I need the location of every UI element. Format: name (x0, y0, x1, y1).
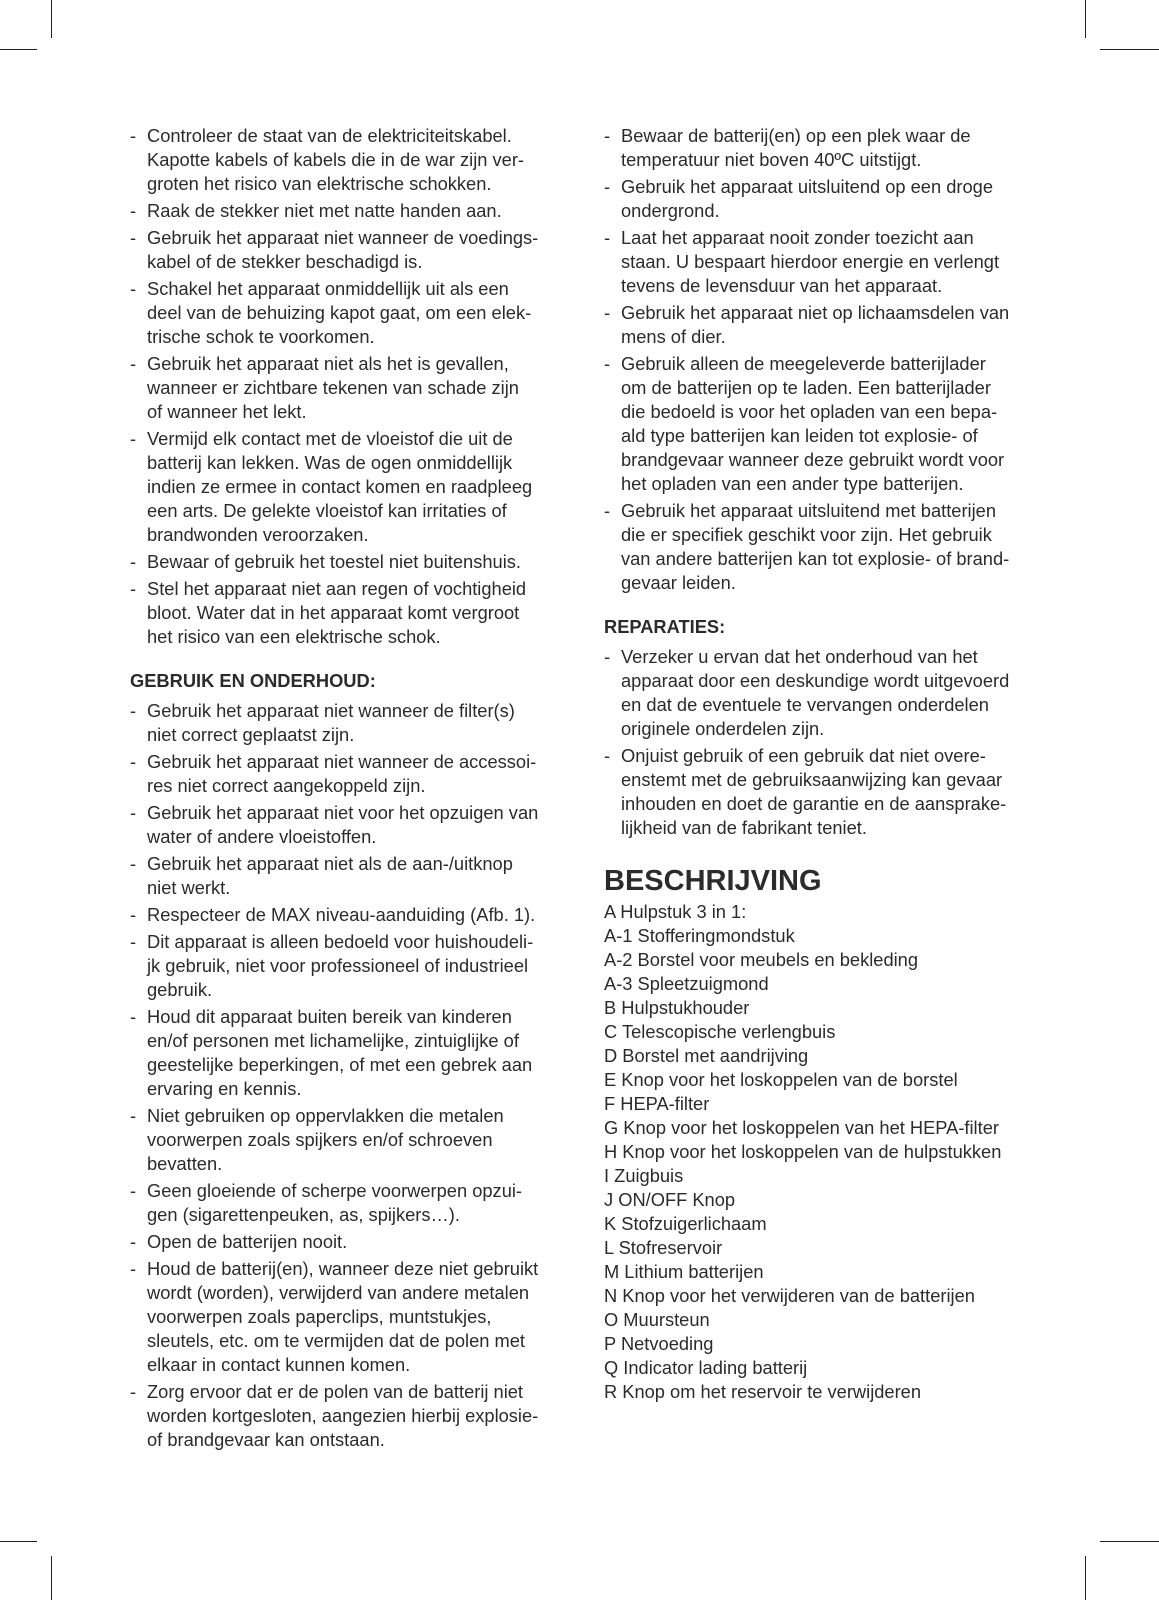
bullet-dash: - (130, 1381, 137, 1402)
list-item-line: brandwonden veroorzaken. (147, 524, 369, 545)
list-item-line: ald type batterijen kan leiden tot explosie- of (621, 425, 978, 446)
bullet-dash: - (130, 700, 137, 721)
part-label: I Zuigbuis (604, 1165, 684, 1186)
list-item-line: water of andere vloeistoffen. (147, 826, 377, 847)
crop-mark (51, 0, 52, 38)
list-item (130, 1104, 580, 1176)
list-item-line: niet correct geplaatst zijn. (147, 724, 355, 745)
list-item-line: apparaat door een deskundige wordt uitgevoerd (621, 670, 1010, 691)
bullet-dash: - (130, 125, 137, 146)
part-label: A-1 Stofferingmondstuk (604, 925, 795, 946)
list-item-line: Gebruik het apparaat niet wanneer de filter(s) (147, 700, 515, 721)
list-item-line: Dit apparaat is alleen bedoeld voor huishoudeli- (147, 931, 534, 952)
parts-description-list (604, 900, 1064, 1404)
crop-mark (0, 49, 37, 50)
list-item-line: Gebruik het apparaat niet wanneer de accessoi- (147, 751, 537, 772)
list-item-line: Gebruik het apparaat niet als de aan-/uitknop (147, 853, 513, 874)
bullet-dash: - (130, 904, 137, 925)
bullet-dash: - (130, 353, 137, 374)
list-item-line: Verzeker u ervan dat het onderhoud van het (621, 646, 978, 667)
list-item-line: die bedoeld is voor het opladen van een bepa- (621, 401, 998, 422)
list-item-line: deel van de behuizing kapot gaat, om een elek- (147, 302, 532, 323)
list-item-line: geestelijke beperkingen, of met een gebrek aan (147, 1054, 533, 1075)
bullet-dash: - (130, 1231, 137, 1252)
part-label: J ON/OFF Knop (604, 1189, 736, 1210)
part-label: O Muursteun (604, 1309, 710, 1330)
bullet-dash: - (130, 227, 137, 248)
list-item (130, 226, 580, 274)
list-item-line: een arts. De gelekte vloeistof kan irritaties of (147, 500, 507, 521)
part-label: P Netvoeding (604, 1333, 714, 1354)
list-item (604, 645, 1064, 741)
list-item-line: temperatuur niet boven 40ºC uitstijgt. (621, 149, 922, 170)
list-item (130, 277, 580, 349)
list-item-line: sleutels, etc. om te vermijden dat de polen met (147, 1330, 526, 1351)
list-item-line: Gebruik het apparaat niet op lichaamsdelen van (621, 302, 1010, 323)
list-item-line: of brandgevaar kan ontstaan. (147, 1429, 385, 1450)
list-item-line: worden kortgesloten, aangezien hierbij explosie- (147, 1405, 539, 1426)
part-label: B Hulpstukhouder (604, 997, 750, 1018)
list-item (130, 1257, 580, 1377)
list-item-line: Gebruik het apparaat niet voor het opzuigen van (147, 802, 539, 823)
list-item-line: gevaar leiden. (621, 572, 736, 593)
list-item (604, 175, 1064, 223)
list-item-line: elkaar in contact kunnen komen. (147, 1354, 411, 1375)
part-label: A Hulpstuk 3 in 1: (604, 901, 747, 922)
list-item-line: van andere batterijen kan tot explosie- of brand- (621, 548, 1010, 569)
list-item-line: kabel of de stekker beschadigd is. (147, 251, 423, 272)
list-item (130, 124, 580, 196)
list-item (130, 1005, 580, 1101)
list-item-line: voorwerpen zoals paperclips, muntstukjes, (147, 1306, 492, 1327)
part-label: F HEPA-filter (604, 1093, 710, 1114)
list-item (604, 301, 1064, 349)
part-label: R Knop om het reservoir te verwijderen (604, 1381, 922, 1402)
list-item (130, 352, 580, 424)
list-item-line: brandgevaar wanneer deze gebruikt wordt voor (621, 449, 1005, 470)
part-label: M Lithium batterijen (604, 1261, 764, 1282)
list-item-line: Respecteer de MAX niveau-aanduiding (Afb. 1). (147, 904, 536, 925)
safety-list (130, 124, 580, 649)
section-heading-description: BESCHRIJVING (604, 865, 822, 897)
bullet-dash: - (604, 125, 611, 146)
list-item-line: Controleer de staat van de elektriciteitskabel. (147, 125, 512, 146)
list-item-line: Houd dit apparaat buiten bereik van kinderen (147, 1006, 512, 1027)
list-item-line: die er specifiek geschikt voor zijn. Het gebruik (621, 524, 992, 545)
list-item-line: Gebruik het apparaat uitsluitend op een droge (621, 176, 993, 197)
part-label: H Knop voor het loskoppelen van de hulpstukken (604, 1141, 1002, 1162)
list-item (130, 750, 580, 798)
use-maintenance-list (130, 699, 580, 1452)
bullet-dash: - (604, 353, 611, 374)
bullet-dash: - (130, 1180, 137, 1201)
list-item-line: bloot. Water dat in het apparaat komt vergroot (147, 602, 520, 623)
list-item-line: of wanneer het lekt. (147, 401, 307, 422)
list-item-line: wanneer er zichtbare tekenen van schade zijn (147, 377, 519, 398)
list-item-line: Onjuist gebruik of een gebruik dat niet overe- (621, 745, 986, 766)
list-item (130, 699, 580, 747)
list-item-line: inhouden en doet de garantie en de aansprake- (621, 793, 1007, 814)
list-item-line: groten het risico van elektrische schokken. (147, 173, 492, 194)
list-item-line: lijkheid van de fabrikant teniet. (621, 817, 867, 838)
list-item-line: Gebruik het apparaat uitsluitend met batterijen (621, 500, 996, 521)
list-item-line: Vermijd elk contact met de vloeistof die uit de (147, 428, 513, 449)
list-item-line: originele onderdelen zijn. (621, 718, 825, 739)
bullet-dash: - (604, 227, 611, 248)
list-item-line: ervaring en kennis. (147, 1078, 302, 1099)
list-item-line: enstemt met de gebruiksaanwijzing kan gevaar (621, 769, 1003, 790)
bullet-dash: - (130, 931, 137, 952)
list-item-line: indien ze ermee in contact komen en raadpleeg (147, 476, 533, 497)
bullet-dash: - (604, 646, 611, 667)
list-item (604, 226, 1064, 298)
repairs-list (604, 645, 1064, 840)
part-label: K Stofzuigerlichaam (604, 1213, 767, 1234)
list-item-line: Stel het apparaat niet aan regen of vochtigheid (147, 578, 527, 599)
crop-mark (1085, 0, 1086, 38)
part-label: G Knop voor het loskoppelen van het HEPA-filter (604, 1117, 999, 1138)
list-item-line: Bewaar de batterij(en) op een plek waar de (621, 125, 971, 146)
crop-mark (0, 1541, 37, 1542)
list-item-line: en dat de eventuele te vervangen onderdelen (621, 694, 989, 715)
list-item (130, 199, 580, 223)
part-label: E Knop voor het loskoppelen van de borstel (604, 1069, 958, 1090)
list-item-line: Laat het apparaat nooit zonder toezicht aan (621, 227, 974, 248)
list-item (130, 852, 580, 900)
list-item-line: Kapotte kabels of kabels die in de war zijn ver- (147, 149, 524, 170)
list-item-line: Gebruik het apparaat niet wanneer de voedings- (147, 227, 539, 248)
safety-list-continued (604, 124, 1064, 595)
list-item-line: res niet correct aangekoppeld zijn. (147, 775, 426, 796)
list-item (604, 124, 1064, 172)
list-item-line: Zorg ervoor dat er de polen van de batterij niet (147, 1381, 524, 1402)
list-item (130, 930, 580, 1002)
list-item-line: Gebruik alleen de meegeleverde batterijlader (621, 353, 986, 374)
section-heading-repairs: REPARATIES: (604, 616, 726, 637)
list-item-line: gen (sigarettenpeuken, as, spijkers…). (147, 1204, 460, 1225)
list-item (130, 427, 580, 547)
crop-mark (1100, 1541, 1159, 1542)
part-label: A-2 Borstel voor meubels en bekleding (604, 949, 919, 970)
bullet-dash: - (130, 551, 137, 572)
crop-mark (1085, 1556, 1086, 1600)
crop-mark (51, 1556, 52, 1600)
bullet-dash: - (130, 578, 137, 599)
list-item (130, 1380, 580, 1452)
list-item-line: gebruik. (147, 979, 213, 1000)
right-column (604, 124, 1064, 1404)
list-item-line: mens of dier. (621, 326, 726, 347)
bullet-dash: - (130, 278, 137, 299)
left-column (130, 124, 580, 1455)
list-item (604, 499, 1064, 595)
part-label: N Knop voor het verwijderen van de batterijen (604, 1285, 975, 1306)
bullet-dash: - (604, 302, 611, 323)
list-item-line: Gebruik het apparaat niet als het is gevallen, (147, 353, 509, 374)
list-item-line: Houd de batterij(en), wanneer deze niet gebruikt (147, 1258, 539, 1279)
list-item (604, 352, 1064, 496)
part-label: A-3 Spleetzuigmond (604, 973, 769, 994)
list-item (130, 903, 580, 927)
bullet-dash: - (130, 200, 137, 221)
section-heading-use: GEBRUIK EN ONDERHOUD: (130, 670, 376, 691)
list-item (130, 577, 580, 649)
list-item (604, 744, 1064, 840)
list-item-line: jk gebruik, niet voor professioneel of industrieel (147, 955, 529, 976)
list-item-line: ondergrond. (621, 200, 720, 221)
list-item-line: Open de batterijen nooit. (147, 1231, 348, 1252)
list-item (130, 1230, 580, 1254)
list-item-line: voorwerpen zoals spijkers en/of schroeven (147, 1129, 493, 1150)
bullet-dash: - (130, 853, 137, 874)
list-item-line: wordt (worden), verwijderd van andere metalen (147, 1282, 530, 1303)
bullet-dash: - (130, 1105, 137, 1126)
bullet-dash: - (604, 745, 611, 766)
part-label: Q Indicator lading batterij (604, 1357, 808, 1378)
bullet-dash: - (130, 428, 137, 449)
crop-mark (1100, 49, 1159, 50)
list-item (130, 801, 580, 849)
list-item-line: Bewaar of gebruik het toestel niet buitenshuis. (147, 551, 521, 572)
list-item (130, 550, 580, 574)
list-item-line: bevatten. (147, 1153, 223, 1174)
list-item-line: batterij kan lekken. Was de ogen onmiddellijk (147, 452, 513, 473)
list-item-line: tevens de levensduur van het apparaat. (621, 275, 943, 296)
bullet-dash: - (130, 802, 137, 823)
list-item-line: het risico van een elektrische schok. (147, 626, 441, 647)
bullet-dash: - (604, 500, 611, 521)
list-item-line: Raak de stekker niet met natte handen aan. (147, 200, 502, 221)
bullet-dash: - (130, 1006, 137, 1027)
part-label: L Stofreservoir (604, 1237, 723, 1258)
part-label: D Borstel met aandrijving (604, 1045, 809, 1066)
part-label: C Telescopische verlengbuis (604, 1021, 836, 1042)
list-item-line: om de batterijen op te laden. Een batterijlader (621, 377, 991, 398)
list-item-line: Niet gebruiken op oppervlakken die metalen (147, 1105, 504, 1126)
list-item (130, 1179, 580, 1227)
bullet-dash: - (604, 176, 611, 197)
list-item-line: niet werkt. (147, 877, 231, 898)
list-item-line: het opladen van een ander type batterijen. (621, 473, 964, 494)
list-item-line: en/of personen met lichamelijke, zintuiglijke of (147, 1030, 519, 1051)
list-item-line: Geen gloeiende of scherpe voorwerpen opzui- (147, 1180, 523, 1201)
bullet-dash: - (130, 751, 137, 772)
list-item-line: Schakel het apparaat onmiddellijk uit als een (147, 278, 509, 299)
list-item-line: staan. U bespaart hierdoor energie en verlengt (621, 251, 1000, 272)
list-item-line: trische schok te voorkomen. (147, 326, 375, 347)
bullet-dash: - (130, 1258, 137, 1279)
